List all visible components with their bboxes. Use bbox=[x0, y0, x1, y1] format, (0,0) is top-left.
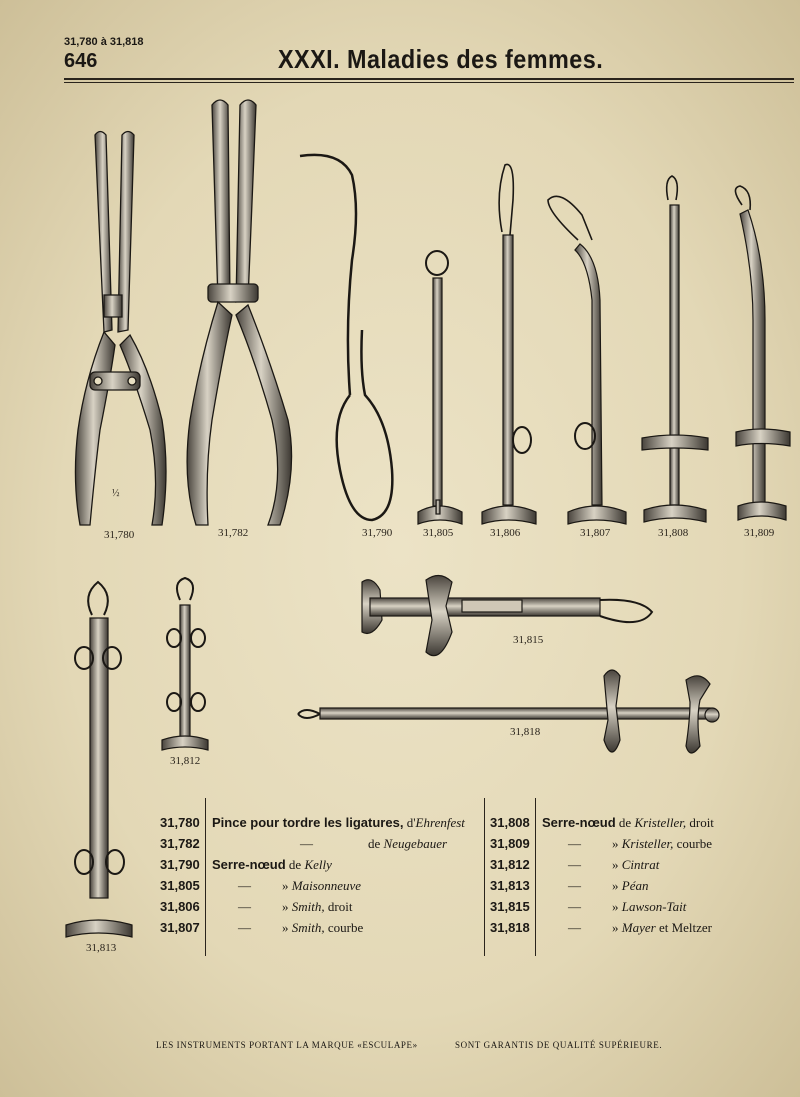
scale-label: ½ bbox=[112, 488, 120, 499]
item-number: 31,805 bbox=[160, 878, 200, 893]
footer-text-left: LES INSTRUMENTS PORTANT LA MARQUE «ESCULAPE» bbox=[156, 1040, 418, 1050]
table-row bbox=[160, 815, 480, 836]
forceps-31780-drawing bbox=[75, 132, 166, 526]
item-description: » Smith, courbe bbox=[282, 920, 364, 935]
item-description: » Cintrat bbox=[612, 857, 660, 872]
serre-noeud-31815-drawing bbox=[362, 575, 652, 655]
serre-noeud-31808-drawing bbox=[642, 176, 708, 522]
item-number: 31,806 bbox=[160, 899, 200, 914]
table-row: 31,813 — » Péan bbox=[490, 878, 649, 893]
item-number: 31,780 bbox=[160, 815, 200, 830]
item-description: » Smith, droit bbox=[282, 899, 353, 914]
item-number: 31,818 bbox=[490, 920, 530, 935]
item-description: Serre-nœud de Kristeller, droit bbox=[542, 815, 714, 830]
table-row bbox=[160, 857, 480, 878]
serre-noeud-31818-drawing bbox=[298, 670, 719, 753]
page-range: 31,780 à 31,818 bbox=[64, 36, 144, 48]
table-row: 31,807 — » Smith, courbe bbox=[160, 920, 364, 935]
item-number: 31,813 bbox=[490, 878, 530, 893]
item-number: 31,812 bbox=[490, 857, 530, 872]
serre-noeud-31805-drawing bbox=[418, 251, 462, 524]
loop-31790-drawing bbox=[300, 155, 392, 520]
item-number: 31,790 bbox=[160, 857, 200, 872]
label-31805: 31,805 bbox=[423, 527, 454, 539]
table-row: 31,815 — » Lawson-Tait bbox=[490, 899, 687, 914]
item-number: 31,807 bbox=[160, 920, 200, 935]
serre-noeud-31806-drawing bbox=[482, 164, 536, 524]
item-number: 31,815 bbox=[490, 899, 530, 914]
item-description: » Maisonneuve bbox=[282, 878, 362, 893]
label-31782: 31,782 bbox=[218, 527, 249, 539]
forceps-31782-drawing bbox=[187, 100, 291, 525]
item-number: 31,808 bbox=[490, 815, 530, 830]
item-description: » Péan bbox=[612, 878, 649, 893]
item-description: » Lawson-Tait bbox=[612, 899, 687, 914]
table-divider-middle bbox=[484, 798, 485, 956]
item-description: » Kristeller, courbe bbox=[612, 836, 713, 851]
item-number: 31,782 bbox=[160, 836, 200, 851]
item-description: Serre-nœud de Kelly bbox=[212, 857, 332, 872]
label-31780: 31,780 bbox=[104, 529, 135, 541]
table-row: 31,818 — » Mayer et Meltzer bbox=[490, 920, 712, 935]
page-title: XXXI. Maladies des femmes. bbox=[278, 44, 604, 74]
page-number: 646 bbox=[64, 50, 98, 72]
item-number: 31,809 bbox=[490, 836, 530, 851]
label-31813: 31,813 bbox=[86, 942, 117, 954]
serre-noeud-31807-drawing bbox=[548, 196, 626, 524]
serre-noeud-31813-drawing bbox=[66, 582, 132, 937]
label-31807: 31,807 bbox=[580, 527, 611, 539]
table-row: 31,812 — » Cintrat bbox=[490, 857, 660, 872]
label-31818: 31,818 bbox=[510, 726, 541, 738]
item-description: de Neugebauer bbox=[368, 836, 448, 851]
label-31815: 31,815 bbox=[513, 634, 544, 646]
legend-table-left bbox=[160, 815, 480, 941]
table-row: 31,805 — » Maisonneuve bbox=[160, 878, 362, 893]
legend-table-right bbox=[490, 815, 780, 941]
label-31812: 31,812 bbox=[170, 755, 201, 767]
label-31809: 31,809 bbox=[744, 527, 775, 539]
table-row: 31,806 — » Smith, droit bbox=[160, 899, 353, 914]
serre-noeud-31812-drawing bbox=[162, 578, 208, 750]
item-description: Pince pour tordre les ligatures, d'Ehrenfest bbox=[212, 815, 465, 830]
label-31790: 31,790 bbox=[362, 527, 393, 539]
table-row: 31,809 — » Kristeller, courbe bbox=[490, 836, 713, 851]
item-description: » Mayer et Meltzer bbox=[612, 920, 712, 935]
label-31808: 31,808 bbox=[658, 527, 689, 539]
footer-text-right: SONT GARANTIS DE QUALITÉ SUPÉRIEURE. bbox=[455, 1040, 663, 1050]
serre-noeud-31809-drawing bbox=[735, 186, 790, 520]
label-31806: 31,806 bbox=[490, 527, 521, 539]
table-row bbox=[490, 815, 780, 836]
table-row: 31,782 — de Neugebauer bbox=[160, 836, 448, 851]
